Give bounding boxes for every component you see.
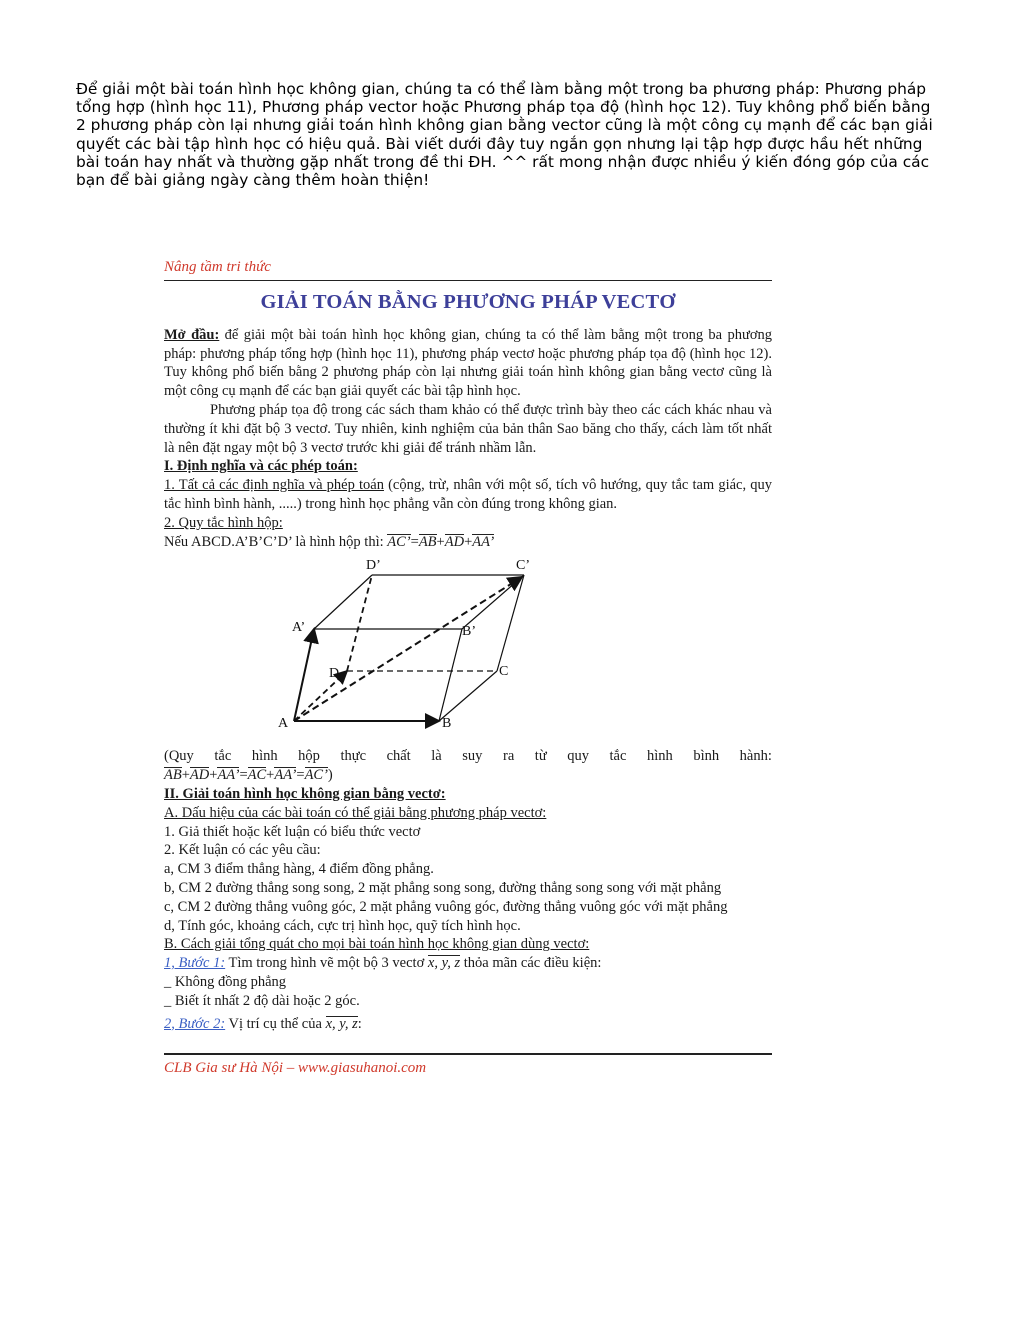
edge-bb1 <box>439 629 462 721</box>
label-a1: A’ <box>292 620 306 636</box>
note-word: tắc <box>214 748 232 765</box>
formula-op: = <box>296 767 305 784</box>
vec-aa1: AA’ <box>472 533 495 550</box>
condition-non-coplanar: _ Không đồng phẳng <box>164 973 287 990</box>
intro-label: Mở đầu: <box>164 326 220 343</box>
vec-ab: AB <box>164 767 182 784</box>
box-rule-op: = <box>410 533 419 550</box>
parallelogram-formula <box>164 766 772 785</box>
header-rule <box>164 280 772 281</box>
edge-dd1 <box>347 575 372 671</box>
edge-aa1 <box>294 629 314 721</box>
section-2-heading: II. Giải toán hình học không gian bằng vectơ: <box>164 785 446 802</box>
vec-ac1: AC’ <box>387 533 411 550</box>
vec-ad: AD <box>189 767 210 784</box>
box-rule <box>164 533 772 552</box>
step-2 <box>164 1015 772 1034</box>
step-1-text: Tìm trong hình vẽ một bộ 3 vectơ <box>225 955 428 972</box>
note-word: quy <box>567 748 589 765</box>
step-2-tail: : <box>357 1015 362 1032</box>
diagonal-ac1 <box>294 577 522 721</box>
condition-lengths: _ Biết ít nhất 2 độ dài hoặc 2 góc. <box>164 992 360 1009</box>
document-page <box>164 258 772 1078</box>
condition-line: c, CM 2 đường thẳng vuông góc, 2 mặt phẳng vuông góc, đường thẳng vuông góc với mặt phẳng <box>164 898 728 915</box>
note-word: hình <box>251 748 278 765</box>
label-c: C <box>499 664 509 680</box>
subsection-a-heading: A. Dấu hiệu của các bài toán có thể giải bằng phương pháp vectơ: <box>164 804 547 821</box>
vec-ac1: AC’ <box>304 767 328 784</box>
note-word: chất <box>386 748 411 765</box>
item-2-heading: 2. Quy tắc hình hộp: <box>164 514 283 531</box>
step-1 <box>164 954 772 973</box>
section-1-heading: I. Định nghĩa và các phép toán: <box>164 458 358 475</box>
step-2-text: Vị trí cụ thể của <box>225 1015 326 1032</box>
paragraph-2: Phương pháp tọa độ trong các sách tham khảo có thể được trình bày theo các cách khác nhau và thường ít khi đặt bộ 3 vectơ. Tuy nhiên, kinh nghiệm của bản thân Sao băng cho thấy, cách làm tốt nhất là nên đặt ngay một bộ 3 vectơ trước khi giải để tránh nhầm lẫn. <box>164 401 772 456</box>
parallelepiped-diagram <box>164 553 772 741</box>
note-word: bình <box>693 748 720 765</box>
formula-op: + <box>266 767 275 784</box>
footer-rule <box>164 1053 772 1055</box>
formula-op: = <box>239 767 248 784</box>
label-b: B <box>442 716 452 732</box>
step-1-label: 1, Bước 1: <box>164 955 226 972</box>
note-word: hình <box>646 748 673 765</box>
condition-line: b, CM 2 đường thẳng song song, 2 mặt phẳng song song, đường thẳng song song với mặt phẳng <box>164 879 722 896</box>
note-word: thực <box>340 748 367 765</box>
intro-paragraph: Để giải một bài toán hình học không gian, chúng ta có thể làm bằng một trong ba phương pháp: Phương pháp tổng hợp (hình học 11), Phương pháp vector hoặc Phương pháp tọa độ (hình học 12). Tuy không phổ biến bằng 2 phương pháp còn lại nhưng giải toán hình không gian bằng vector cũng là một công cụ mạnh để các bạn giải quyết các bài tập hình học có hiệu quả. Bài viết dưới đây tuy ngắn gọn nhưng lại tập hợp được hầu hết những bài toán hay nhất và thường gặp nhất trong đề thi ĐH. ^^ rất mong nhận được nhiều ý kiến đóng góp của các bạn để bài giảng ngày càng thêm hoàn thiện! <box>76 80 933 190</box>
vec-ad: AD <box>444 533 465 550</box>
box-rule-prefix: Nếu ABCD.A’B’C’D’ là hình hộp thì: <box>164 533 388 550</box>
item-1-heading: 1. Tất cả các định nghĩa và phép toán <box>164 477 384 494</box>
vec-ac: AC <box>247 767 267 784</box>
edge-a1d1 <box>314 575 372 629</box>
header-note: Nâng tầm tri thức <box>164 259 271 275</box>
formula-op: + <box>209 767 218 784</box>
label-a: A <box>278 716 289 732</box>
item-1-body: (cộng, trừ, nhân với một số, tích vô hướng, quy tắc tam giác, quy tắc hình bình hành, .....) trong hình học phẳng vẫn còn đúng trong không gian. <box>164 477 772 512</box>
vec-ab: AB <box>418 533 437 550</box>
subsection-b-heading: B. Cách giải tổng quát cho mọi bài toán hình học không gian dùng vectơ: <box>164 936 590 953</box>
formula-close: ) <box>327 767 333 784</box>
box-rule-op: + <box>464 533 473 550</box>
box-rule-op: + <box>436 533 445 550</box>
label-d: D <box>329 666 340 682</box>
step-2-vectors: x, y, z <box>325 1015 358 1032</box>
step-1-vectors: x, y, z <box>427 955 461 972</box>
step-1-tail: thỏa mãn các điều kiện: <box>460 955 602 972</box>
label-b1: B’ <box>462 624 476 640</box>
condition-line: a, CM 3 điểm thẳng hàng, 4 điểm đồng phẳng. <box>164 861 434 878</box>
parallelepiped-figure <box>164 553 772 741</box>
edge-b1c1 <box>462 575 524 629</box>
step-2-label: 2, Bước 2: <box>164 1015 226 1032</box>
label-c1: C’ <box>516 558 530 574</box>
note-word: tắc <box>609 748 627 765</box>
condition-line: 2. Kết luận có các yêu cầu: <box>164 842 321 859</box>
note-word: là <box>431 748 442 765</box>
label-d1: D’ <box>366 558 381 574</box>
condition-line: 1. Giả thiết hoặc kết luận có biểu thức vectơ <box>164 823 421 840</box>
parallelogram-note <box>164 747 772 766</box>
note-word: hành: <box>739 748 772 765</box>
note-word: suy <box>462 748 483 765</box>
note-word: ra <box>502 748 515 765</box>
formula-op: + <box>181 767 190 784</box>
document-title: GIẢI TOÁN BẰNG PHƯƠNG PHÁP VECTƠ <box>260 291 676 313</box>
note-word: từ <box>534 748 547 765</box>
intro-body: để giải một bài toán hình học không gian, chúng ta có thể làm bằng một trong ba phương pháp: phương pháp tổng hợp (hình học 11), phương pháp vectơ hoặc phương pháp tọa độ (hình học 12). Tuy không phổ biến bằng 2 phương pháp còn lại nhưng giải toán hình không gian bằng vectơ cũng là một công cụ mạnh để các bạn giải quyết các bài tập hình học. <box>164 326 773 400</box>
note-word: hộp <box>298 748 320 765</box>
vec-aa1: AA’ <box>274 767 297 784</box>
condition-line: d, Tính góc, khoảng cách, cực trị hình học, quỹ tích hình học. <box>164 917 521 934</box>
vec-aa1: AA’ <box>217 767 240 784</box>
note-word: (Quy <box>164 748 194 765</box>
intro-section <box>164 326 772 401</box>
item-1 <box>164 476 772 514</box>
edge-bc <box>439 671 497 721</box>
footer-text: CLB Gia sư Hà Nội – www.giasuhanoi.com <box>164 1060 427 1077</box>
